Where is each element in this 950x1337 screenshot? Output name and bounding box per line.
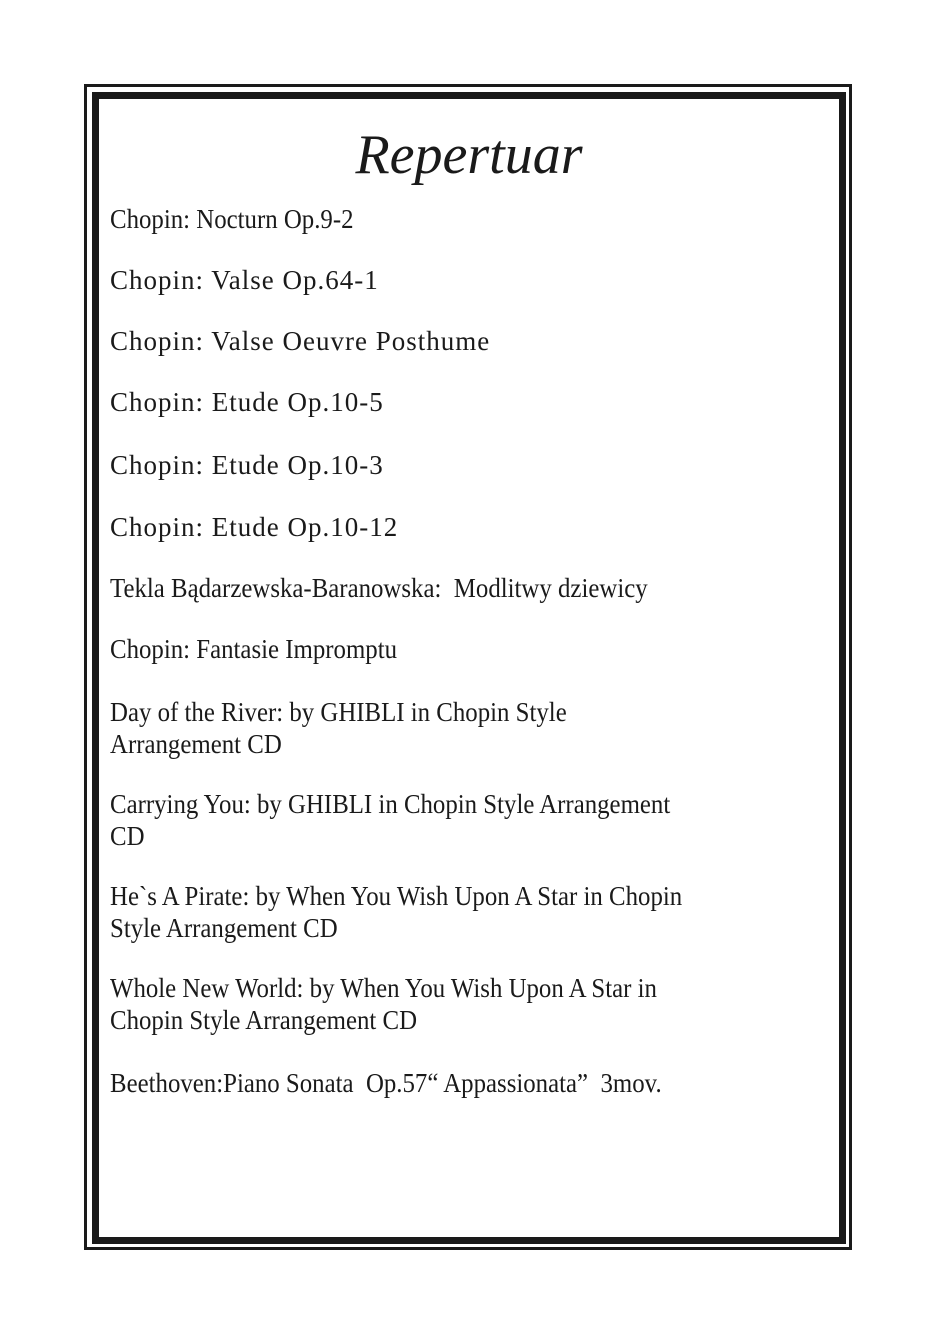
list-item-line: Style Arrangement CD <box>110 913 338 943</box>
list-item-line: CD <box>110 821 145 851</box>
list-item: Tekla Bądarzewska-Baranowska: Modlitwy dziewicy <box>110 573 648 603</box>
list-item: Chopin: Fantasie Impromptu <box>110 634 398 664</box>
list-item-line: He`s A Pirate: by When You Wish Upon A Star in Chopin <box>110 881 683 911</box>
list-item: Chopin: Etude Op.10-5 <box>110 387 384 417</box>
list-item: Beethoven:Piano Sonata Op.57“ Appassionata” 3mov. <box>110 1068 662 1098</box>
list-item: Chopin: Etude Op.10-12 <box>110 512 399 542</box>
list-item: Chopin: Valse Oeuvre Posthume <box>110 326 491 356</box>
list-item-line: Day of the River: by GHIBLI in Chopin Style <box>110 697 567 727</box>
list-item-line: Whole New World: by When You Wish Upon A Star in <box>110 973 657 1003</box>
list-item: Chopin: Valse Op.64-1 <box>110 265 379 295</box>
list-item-line: Carrying You: by GHIBLI in Chopin Style Arrangement <box>110 789 671 819</box>
list-item-line: Chopin Style Arrangement CD <box>110 1005 418 1035</box>
list-item: Chopin: Etude Op.10-3 <box>110 450 384 480</box>
page-title: Repertuar <box>355 124 583 186</box>
list-item-line: Arrangement CD <box>110 729 282 759</box>
list-item: Chopin: Nocturn Op.9-2 <box>110 204 354 234</box>
